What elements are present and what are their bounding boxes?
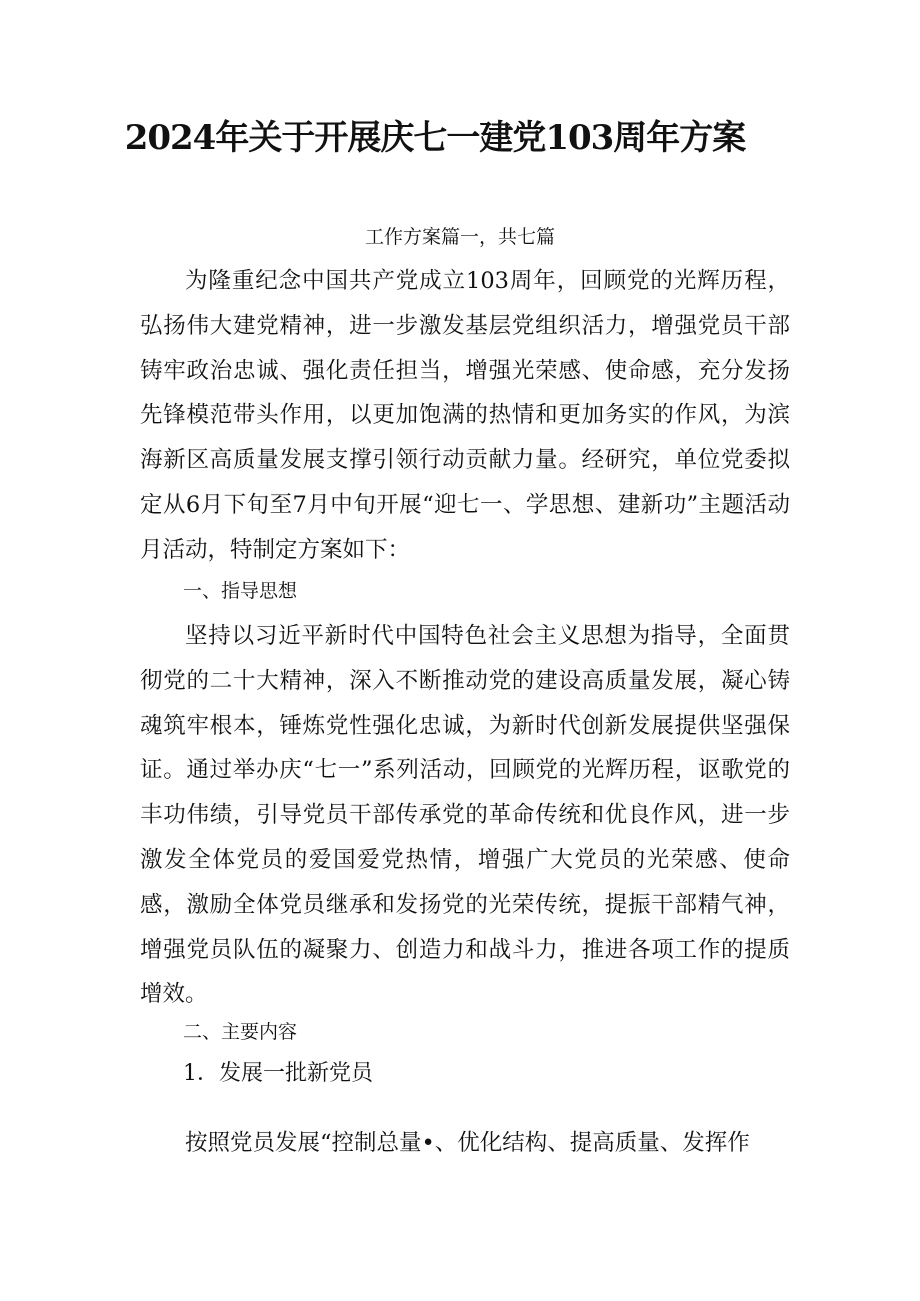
intro-paragraph: 为隆重纪念中国共产党成立103周年，回顾党的光辉历程，弘扬伟大建党精神，进一步激发基层党组织活力，增强党员干部铸牢政治忠诚、强化责任担当，增强光荣感、使命感，充分发扬先锋模范带头作用，以更加饱满的热情和更加务实的作风，为滨海新区高质量发展支撑引领行动贡献力量。经研究，单位党委拟定从6月下旬至7月中旬开展“迎七一、学思想、建新功”主题活动月活动，特制定方案如下： [140,268,790,563]
new-members-paragraph: 按照党员发展“控制总量•、优化结构、提高质量、发挥作 [185,1130,750,1156]
document-title: 2024年关于开展庆七一建党103周年方案 [124,118,746,158]
guiding-thought-paragraph: 坚持以习近平新时代中国特色社会主义思想为指导，全面贯彻党的二十大精神，深入不断推动党的建设高质量发展，凝心铸魂筑牢根本，锤炼党性强化忠诚，为新时代创新发展提供坚强保证。通过举办庆“七一”系列活动，回顾党的光辉历程，讴歌党的丰功伟绩，引导党员干部传承党的革命传统和优良作风，进一步激发全体党员的爱国爱党热情，增强广大党员的光荣感、使命感，激励全体党员继承和发扬党的光荣传统，提振干部精气神，增强党员队伍的凝聚力、创造力和战斗力，推进各项工作的提质增效。 [140,623,790,1008]
section-heading-main-content: 二、主要内容 [183,1021,298,1043]
section-heading-guiding-thought: 一、指导思想 [183,580,298,602]
item-heading-new-members: 1．发展一批新党员 [183,1061,373,1086]
document-subtitle: 工作方案篇一，共七篇 [364,226,555,248]
